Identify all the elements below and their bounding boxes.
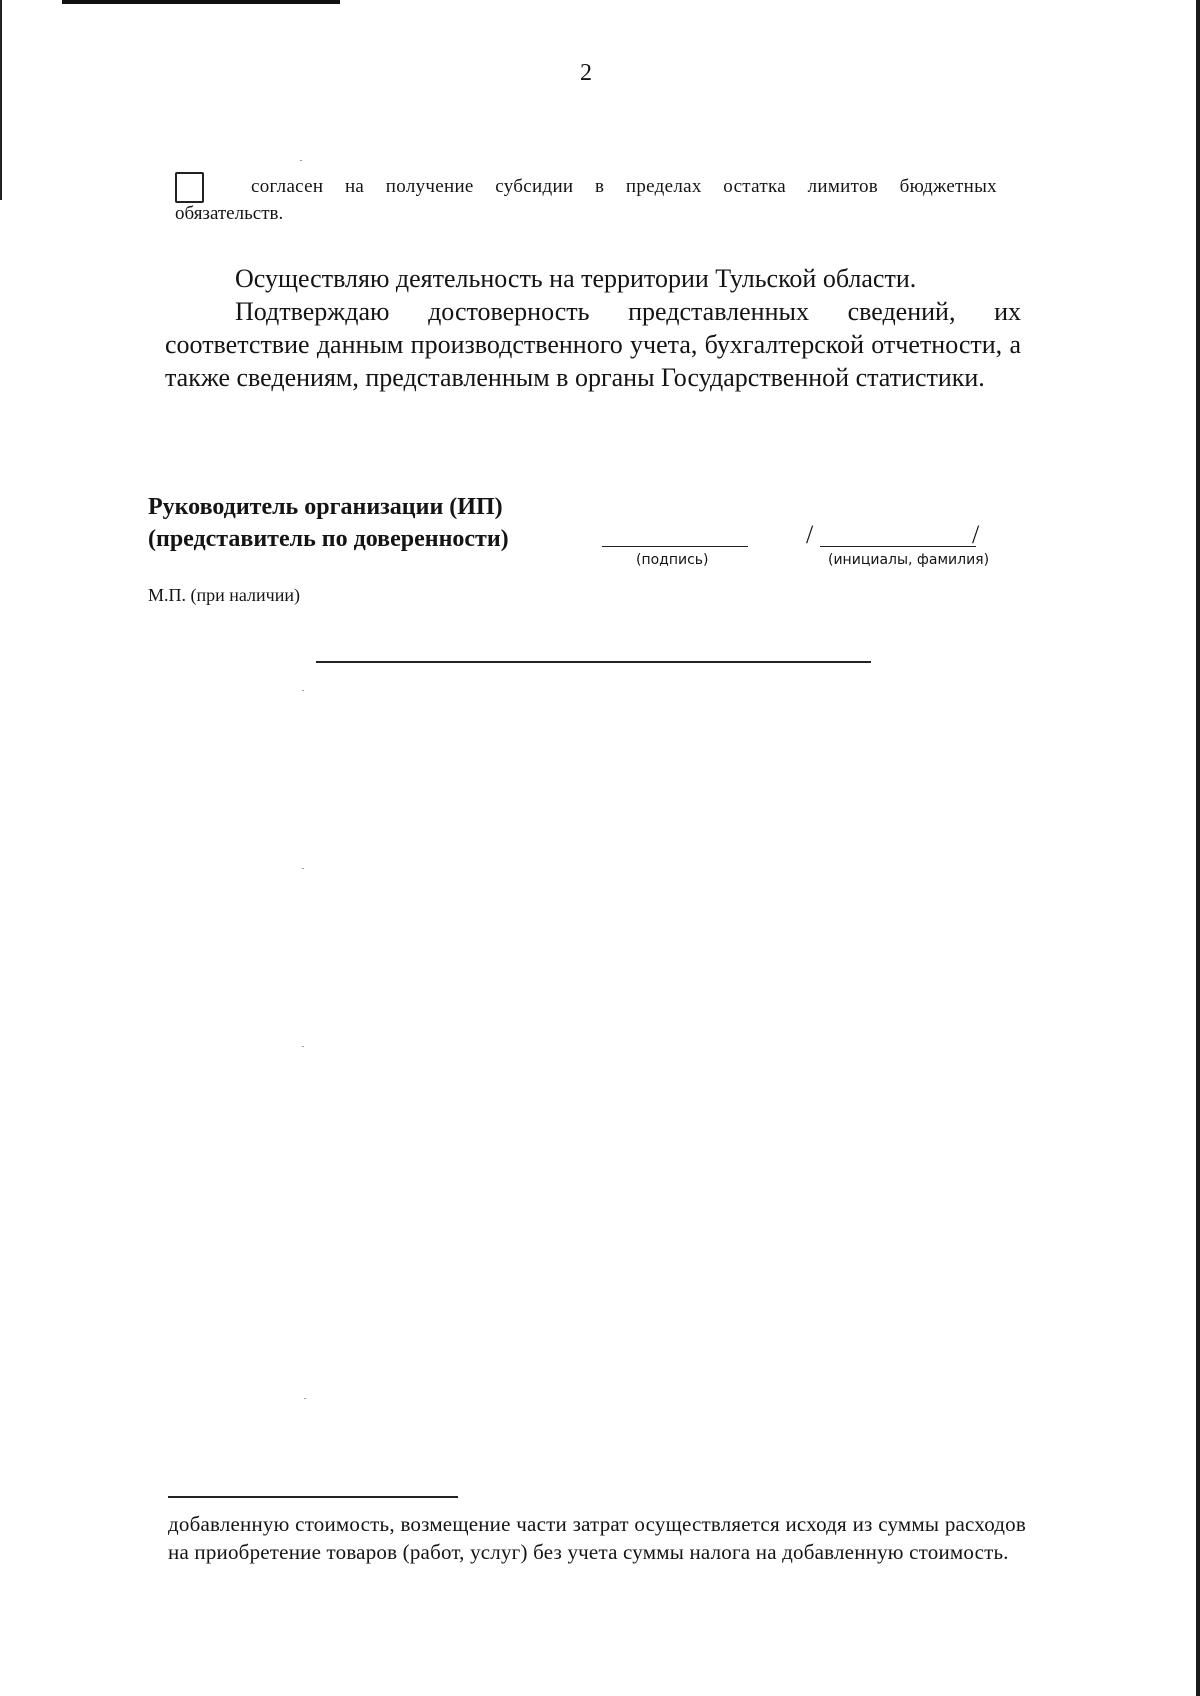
stamp-placeholder: М.П. (при наличии) (148, 585, 300, 605)
signer-title-line2: (представитель по доверенности) (148, 526, 509, 552)
consent-text-line1: согласен на получение субсидии в пределах остатка лимитов бюджетных (251, 176, 997, 197)
scan-speck (304, 1398, 306, 1399)
scan-edge-left (0, 0, 2, 200)
scan-speck (302, 868, 304, 869)
initials-line (820, 546, 976, 547)
initials-caption: (инициалы, фамилия) (828, 552, 990, 568)
initials-slash-left: / (806, 520, 814, 549)
territory-statement: Осуществляю деятельность на территории Тульской области. (235, 264, 917, 293)
page-number: 2 (580, 60, 592, 86)
section-separator (316, 661, 871, 663)
scan-edge-right (1196, 0, 1200, 1696)
scan-speck (300, 160, 302, 161)
consent-text-line2: обязательств. (175, 203, 284, 224)
signer-title (148, 491, 509, 555)
scan-speck (302, 1046, 304, 1047)
consent-checkbox[interactable] (175, 172, 204, 203)
signer-title-line1: Руководитель организации (ИП) (148, 494, 503, 520)
footnote-text: добавленную стоимость, возмещение части затрат осуществляется исходя из суммы расходов на приобретение товаров (работ, услуг) без учета суммы налога на добавленную стоимость. (168, 1512, 1026, 1564)
confirmation-statement: Подтверждаю достоверность представленных сведений, их соответствие данным производственного учета, бухгалтерской отчетности, а также сведениям, представленным в органы Государственной статистики. (165, 297, 1021, 392)
signature-caption: (подпись) (636, 552, 709, 568)
initials-slash-right: / (972, 520, 980, 549)
footnote-rule (168, 1496, 458, 1498)
signature-line (602, 546, 748, 547)
scan-edge-top (62, 0, 340, 4)
scan-speck (302, 690, 304, 691)
